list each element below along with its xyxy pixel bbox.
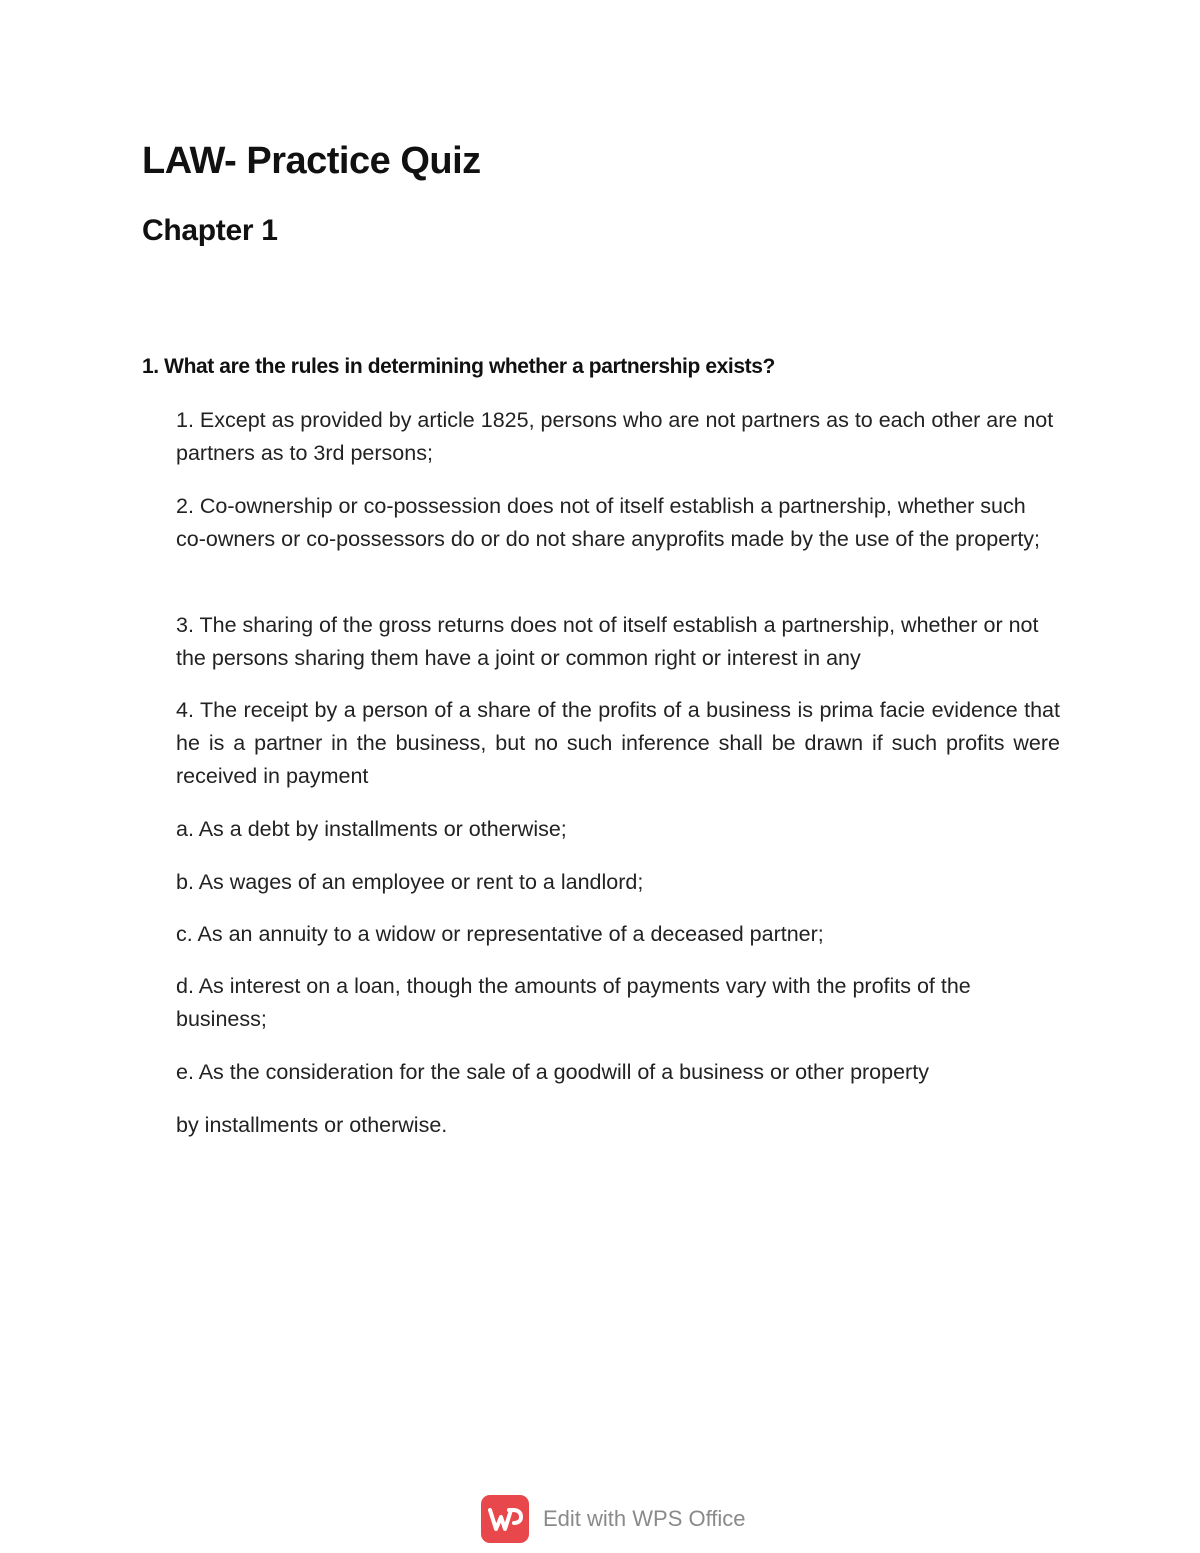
chapter-heading: Chapter 1 [142, 214, 278, 247]
wps-office-logo-icon [481, 1495, 529, 1543]
sub-item-a: a. As a debt by installments or otherwise; [176, 817, 567, 841]
rule-paragraph-3: 3. The sharing of the gross returns does not of itself establish a partnership, whether or not the persons sharing them have a joint or common right or interest in any [176, 613, 1039, 670]
sub-item-c: c. As an annuity to a widow or representative of a deceased partner; [176, 922, 824, 946]
rule-paragraph-4: 4. The receipt by a person of a share of the profits of a business is prima facie evidence that he is a partner in the business, but no such inference shall be drawn if such profits were received in payment [176, 698, 1060, 788]
question-heading: 1. What are the rules in determining whether a partnership exists? [142, 355, 775, 378]
sub-item-e-continuation: by installments or otherwise. [176, 1113, 448, 1137]
rule-paragraph-1: 1. Except as provided by article 1825, persons who are not partners as to each other are not partners as to 3rd persons; [176, 408, 1054, 465]
wps-edit-label[interactable]: Edit with WPS Office [543, 1506, 746, 1531]
sub-item-b: b. As wages of an employee or rent to a landlord; [176, 870, 644, 894]
rule-paragraph-2: 2. Co-ownership or co-possession does not of itself establish a partnership, whether such co-owners or co-possessors do or do not share anyprofits made by the use of the property; [176, 494, 1041, 551]
wps-edit-banner[interactable] [481, 1492, 746, 1546]
sub-item-d: d. As interest on a loan, though the amounts of payments vary with the profits of the business; [176, 974, 971, 1031]
document-title: LAW- Practice Quiz [142, 140, 481, 182]
sub-item-e: e. As the consideration for the sale of a goodwill of a business or other property [176, 1060, 929, 1084]
